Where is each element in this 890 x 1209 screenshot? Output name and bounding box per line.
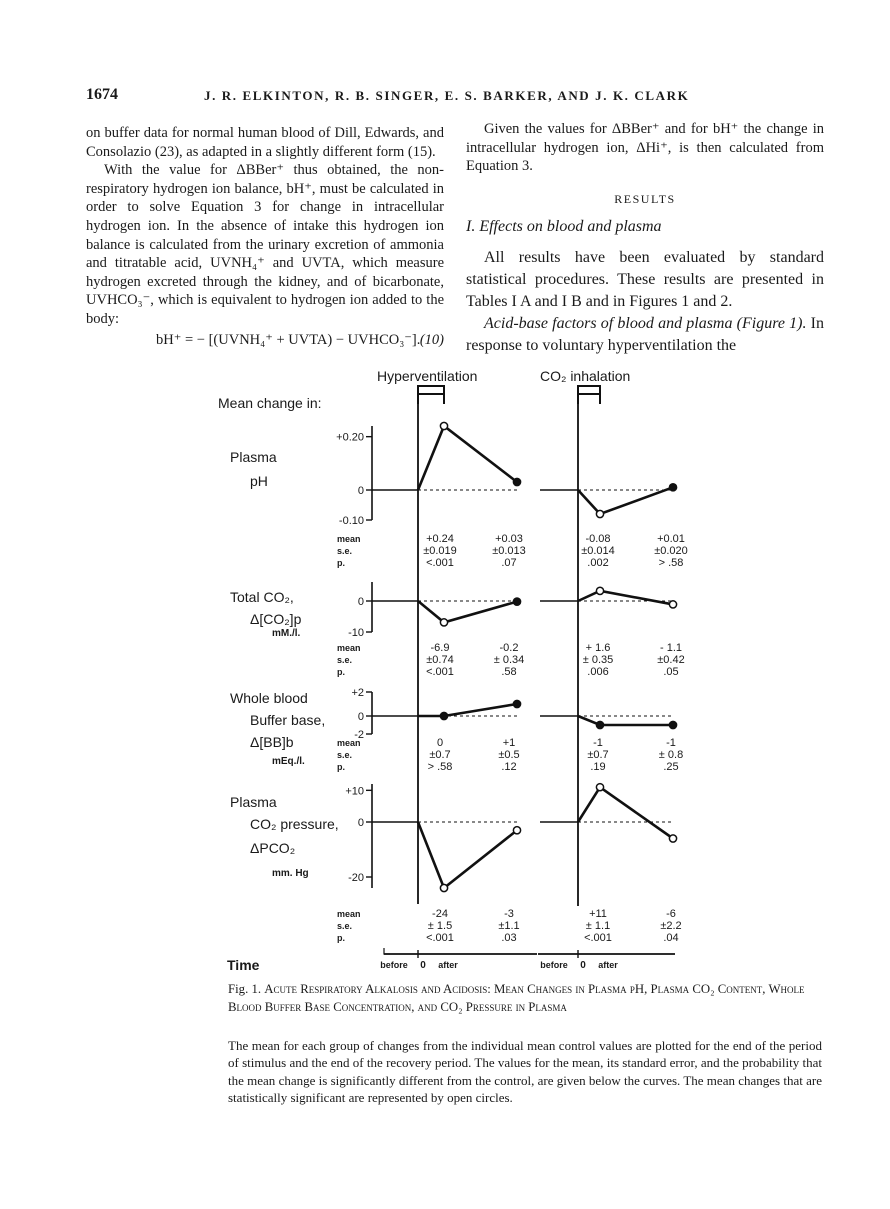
stat-value-2-1-2: .12 (501, 761, 517, 773)
panel-label-3-0: Plasma (230, 794, 277, 810)
stat-value-2-2-0: -1 (593, 737, 603, 749)
page-number: 1674 (86, 86, 118, 103)
stat-value-0-1-0: +0.03 (495, 533, 523, 545)
stat-value-3-2-0: +11 (589, 908, 607, 920)
data-point-0-0-2 (513, 478, 520, 485)
left-para-2: With the value for ΔBBer⁺ thus obtained, the non-respiratory hydrogen ion balance, bH⁺, must be calculated in order to solve Equation 3 for change in intracellular hydrogen ion. In the absence of intake this hydrogen ion balance is calculated from the urinary excretion of ammonia and titratable acid, UVNH₄⁺ and UVTA, which measure hydrogen excreted through the kidney, and of bicarbonate, UVHCO₃⁻, which is equivalent to hydrogen ion added to the body: (86, 162, 444, 327)
stat-value-1-3-0: - 1.1 (659, 642, 683, 654)
time-before-1: before (540, 960, 568, 970)
right-para-1: Given the values for ΔBBer⁺ and for bH⁺ the change in intracellular hydrogen ion, ΔHi⁺, is then calculated from Equation 3. (466, 121, 824, 175)
stat-value-0-1-1: ±0.013 (492, 545, 526, 557)
y-tick-label-2-2: -2 (354, 729, 364, 741)
stat-label-0-2: p. (337, 558, 345, 568)
stat-value-1-0-2: <.001 (426, 666, 454, 678)
stat-value-2-0-1: ±0.7 (429, 749, 451, 761)
series-line-3-1 (578, 787, 673, 838)
stat-value-3-3-2: .04 (663, 932, 679, 944)
stat-label-2-0: mean (337, 738, 361, 748)
stat-value-1-3-2: .05 (663, 666, 679, 678)
figure-caption (228, 981, 822, 1016)
panel-label-3-2: ΔPCO₂ (250, 840, 296, 856)
data-point-1-1-2 (669, 601, 676, 608)
y-tick-label-3-0: +10 (345, 785, 364, 798)
running-header (86, 86, 826, 110)
plot-area (230, 386, 688, 971)
stat-label-0-1: s.e. (337, 546, 353, 556)
figure-1 (200, 364, 720, 976)
stat-label-2-2: p. (337, 762, 345, 772)
data-point-0-0-1 (440, 422, 447, 429)
panel-label-3-1: CO₂ pressure, (250, 816, 339, 832)
mean-change-label: Mean change in: (218, 395, 322, 411)
time-label: Time (227, 957, 260, 973)
stat-value-0-2-2: .002 (587, 557, 609, 569)
series-line-1-1 (578, 591, 673, 605)
left-para-1: on buffer data for normal human blood of Dill, Edwards, and Consolazio (23), as adapted in a slightly different form (15). (86, 125, 444, 160)
stat-value-1-2-2: .006 (587, 666, 609, 678)
hyper-col-title: Hyperventilation (377, 368, 478, 384)
data-point-1-1-1 (596, 587, 603, 594)
stat-value-2-1-1: ±0.5 (498, 749, 520, 761)
panel-label-0-0: Plasma (230, 449, 277, 465)
stat-value-3-1-1: ±1.1 (498, 920, 520, 932)
stat-value-0-0-1: ±0.019 (423, 545, 457, 557)
co2-col-title: CO₂ inhalation (540, 368, 631, 384)
series-line-1-0 (418, 601, 517, 622)
data-point-3-1-1 (596, 784, 603, 791)
stat-value-1-1-1: ± 0.34 (493, 654, 525, 666)
stat-value-3-3-0: -6 (666, 908, 676, 920)
right-column (466, 120, 824, 357)
stat-value-3-1-0: -3 (504, 908, 514, 920)
stat-label-1-2: p. (337, 667, 345, 677)
y-tick-label-1-0: 0 (357, 596, 364, 608)
stat-value-3-3-1: ±2.2 (660, 920, 682, 932)
equation-text: bH⁺ = − [(UVNH₄⁺ + UVTA) − UVHCO₃⁻]. (156, 332, 421, 348)
panel-unit-1: mM./l. (272, 628, 301, 639)
stat-value-1-2-1: ± 0.35 (582, 654, 614, 666)
stat-value-3-0-0: -24 (432, 908, 448, 920)
y-tick-label-0-0: +0.20 (336, 431, 364, 444)
stat-value-2-3-0: -1 (666, 737, 676, 749)
series-line-2-0 (418, 704, 517, 716)
time-before-0: before (380, 960, 408, 970)
stat-label-2-1: s.e. (337, 750, 353, 760)
panel-label-0-1: pH (250, 473, 268, 489)
stat-value-0-0-0: +0.24 (426, 533, 454, 545)
caption-title: Acute Respiratory Alkalosis and Acidosis: Mean Changes in Plasma pH, Plasma CO₂ Content, Whole Blood Buffer Base Concentration, and CO₂ Pressure in Plasma (228, 982, 805, 1014)
data-point-3-1-2 (669, 835, 676, 842)
stat-value-2-2-2: .19 (590, 761, 606, 773)
data-point-1-0-2 (513, 598, 520, 605)
data-point-2-1-2 (669, 721, 676, 728)
series-line-0-1 (578, 487, 673, 514)
stat-label-3-2: p. (337, 933, 345, 943)
panel-label-1-1: Δ[CO₂]p (250, 611, 302, 627)
data-point-3-0-1 (440, 884, 447, 891)
series-line-0-0 (418, 426, 517, 490)
stat-value-0-3-1: ±0.020 (654, 545, 688, 557)
caption-label: Fig. 1. (228, 982, 262, 996)
stat-value-3-1-2: .03 (501, 932, 517, 944)
stat-value-0-3-0: +0.01 (657, 533, 685, 545)
para-3-text: In response to voluntary hyperventilation the (466, 314, 825, 354)
section-heading-results: RESULTS (614, 191, 676, 206)
stat-value-1-2-0: + 1.6 (585, 642, 611, 654)
stat-value-1-3-1: ±0.42 (657, 654, 685, 666)
stat-value-3-0-1: ± 1.5 (427, 920, 453, 932)
panel-label-1-0: Total CO₂, (230, 589, 294, 605)
time-zero-0: 0 (420, 960, 426, 971)
series-line-2-1 (578, 716, 673, 725)
stat-value-1-1-2: .58 (501, 666, 517, 678)
stat-label-1-1: s.e. (337, 655, 353, 665)
panel-label-2-2: Δ[BB]b (250, 734, 294, 750)
panel-label-2-0: Whole blood (230, 690, 308, 706)
stimulus-bracket-0 (418, 386, 444, 404)
stat-value-1-0-0: -6.9 (430, 642, 450, 654)
stat-label-1-0: mean (337, 643, 361, 653)
data-point-3-0-2 (513, 827, 520, 834)
series-line-3-0 (418, 822, 517, 888)
time-after-1: after (598, 960, 618, 970)
y-tick-label-2-0: +2 (351, 687, 364, 699)
y-tick-label-1-1: -10 (348, 627, 364, 639)
data-point-0-1-2 (669, 484, 676, 491)
panel-label-2-1: Buffer base, (250, 712, 326, 728)
stat-value-0-1-2: .07 (501, 557, 517, 569)
data-point-1-0-1 (440, 619, 447, 626)
panel-unit-3: mm. Hg (272, 868, 309, 879)
data-point-0-1-1 (596, 510, 603, 517)
y-tick-label-3-1: 0 (357, 817, 364, 829)
stat-value-3-0-2: <.001 (426, 932, 454, 944)
stimulus-bracket-1 (578, 386, 600, 404)
stat-value-2-2-1: ±0.7 (587, 749, 609, 761)
stat-value-0-3-2: > .58 (658, 557, 684, 569)
data-point-2-1-1 (596, 721, 603, 728)
right-para-3 (466, 313, 824, 357)
stat-value-0-0-2: <.001 (426, 557, 454, 569)
y-tick-label-2-1: 0 (357, 711, 364, 723)
left-column (86, 124, 444, 329)
para-3-title: Acid-base factors of blood and plasma (Figure 1). (484, 314, 807, 332)
stat-value-3-2-2: <.001 (584, 932, 612, 944)
stat-value-2-0-0: 0 (436, 737, 444, 749)
y-tick-label-3-2: -20 (348, 872, 364, 884)
time-zero-1: 0 (580, 960, 586, 971)
stat-value-0-2-0: -0.08 (585, 533, 611, 545)
stat-value-2-3-1: ± 0.8 (658, 749, 684, 761)
stat-value-2-0-2: > .58 (427, 761, 453, 773)
stat-value-1-0-1: ±0.74 (426, 654, 454, 666)
data-point-2-0-2 (513, 700, 520, 707)
stat-label-0-0: mean (337, 534, 361, 544)
stat-label-3-1: s.e. (337, 921, 353, 931)
stat-value-3-2-1: ± 1.1 (585, 920, 611, 932)
running-head-authors: J. R. ELKINTON, R. B. SINGER, E. S. BARKER, AND J. K. CLARK (204, 88, 690, 103)
time-after-0: after (438, 960, 458, 970)
figure-legend: The mean for each group of changes from the individual mean control values are plotted for the end of the period of stimulus and the end of the recovery period. The values for the mean, its standard error, and the probability that the mean change is significantly different from the control, are given below the curves. The mean changes that are statistically significant are represented by open circles. (228, 1038, 822, 1106)
equation-number: (10) (419, 332, 444, 348)
panel-unit-2: mEq./l. (272, 756, 305, 767)
stat-value-1-1-0: -0.2 (499, 642, 519, 654)
stat-value-2-1-0: +1 (502, 737, 516, 749)
subheading-effects: I. Effects on blood and plasma (466, 218, 662, 236)
right-para-2: All results have been evaluated by standard statistical procedures. These results are presented in Tables I A and I B and in Figures 1 and 2. (466, 248, 824, 310)
y-tick-label-0-2: -0.10 (338, 515, 364, 527)
data-point-2-0-1 (440, 712, 447, 719)
stat-value-0-2-1: ±0.014 (581, 545, 615, 557)
y-tick-label-0-1: 0 (357, 485, 364, 497)
stat-label-3-0: mean (337, 909, 361, 919)
stat-value-2-3-2: .25 (663, 761, 679, 773)
